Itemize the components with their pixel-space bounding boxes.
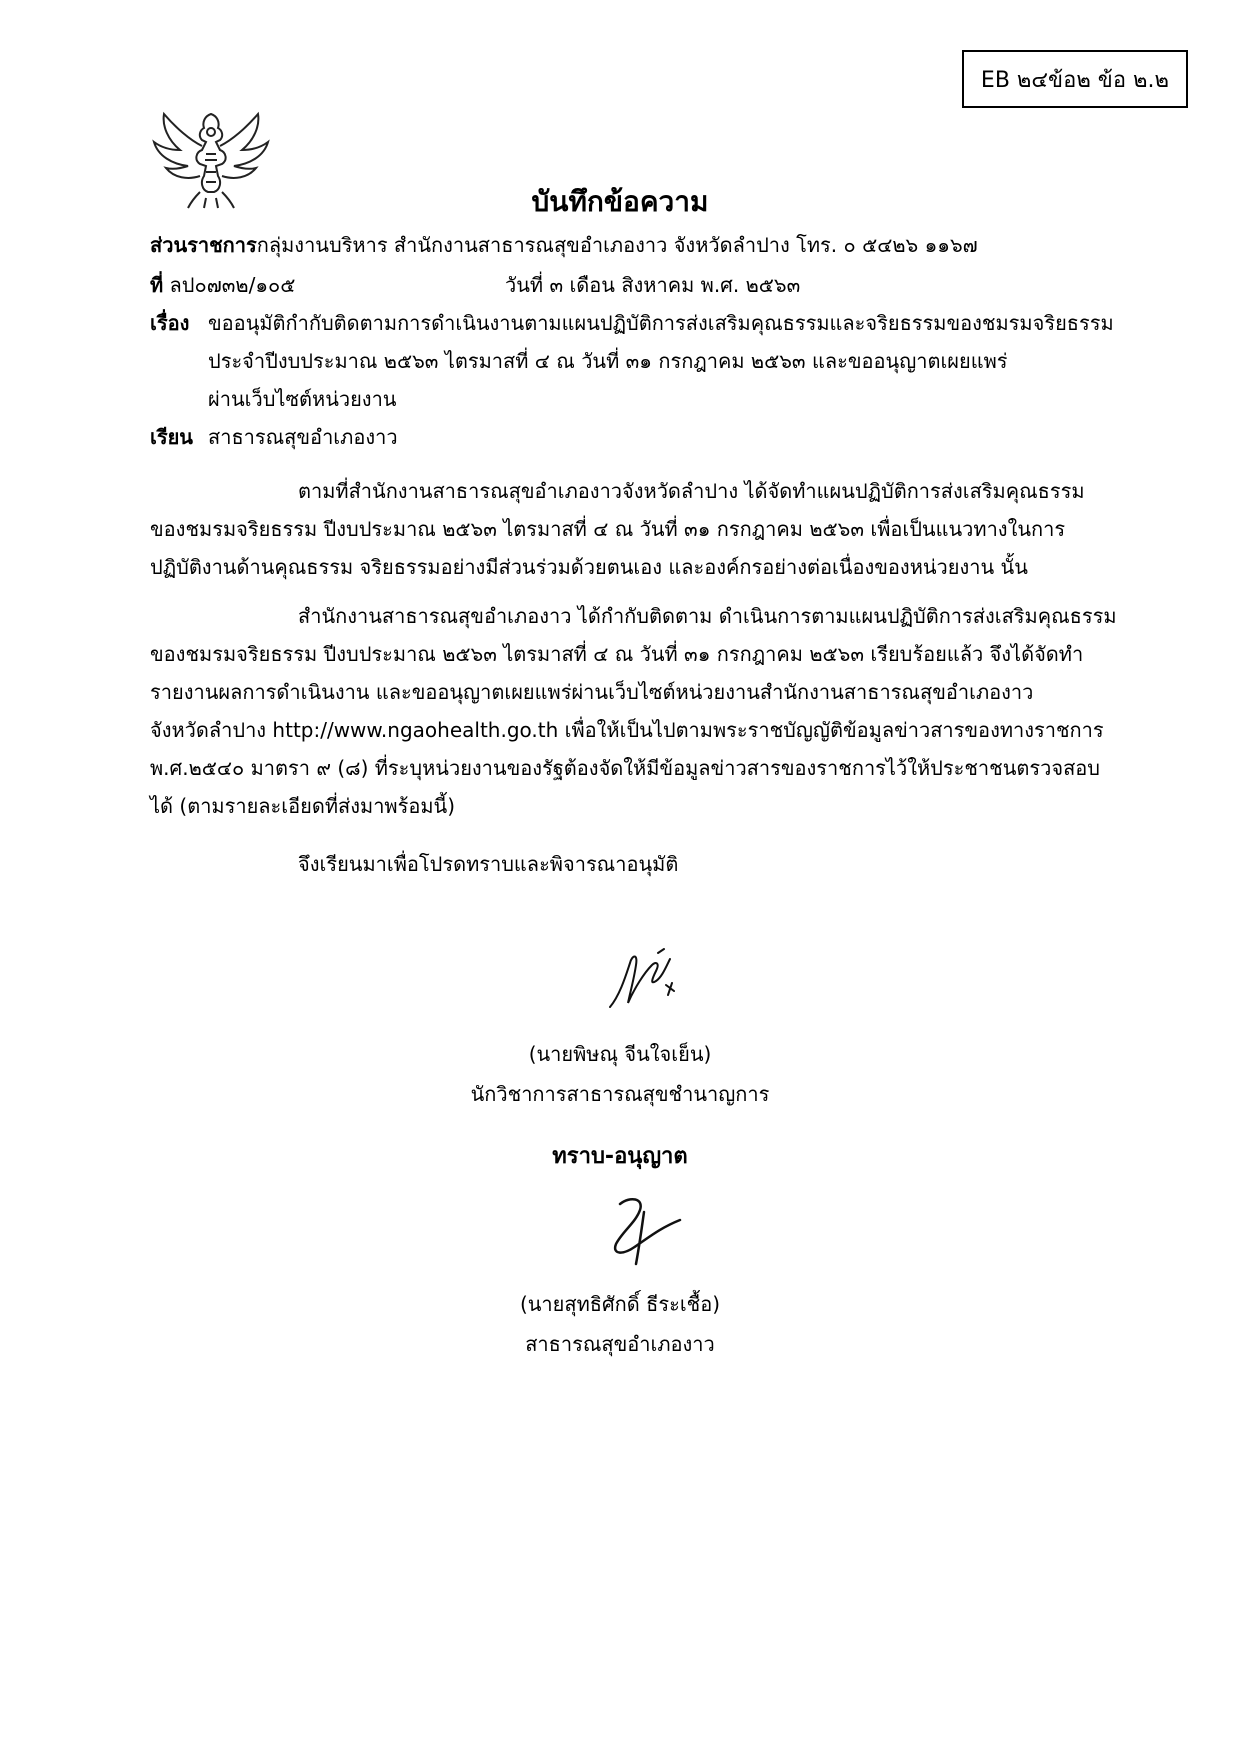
agency-value: กลุ่มงานบริหาร สำนักงานสาธารณสุขอำเภองาว จังหวัดลำปาง โทร. ๐ ๕๔๒๖ ๑๑๖๗	[256, 233, 978, 257]
paragraph-2-line: สำนักงานสาธารณสุขอำเภองาว ได้กำกับติดตาม ดำเนินการตามแผนปฏิบัติการส่งเสริมคุณธรรม	[298, 604, 1117, 628]
date-line: วันที่ ๓ เดือน สิงหาคม พ.ศ. ๒๕๖๓	[505, 273, 801, 297]
ref-value: ลป๐๗๓๒/๑๐๕	[169, 273, 296, 297]
subject-label: เรื่อง	[150, 311, 190, 335]
paragraph-2-line: รายงานผลการดำเนินงาน และขออนุญาตเผยแพร่ผ่านเว็บไซต์หน่วยงานสำนักงานสาธารณสุขอำเภองาว	[150, 680, 1034, 704]
agency-label: ส่วนราชการ	[150, 233, 257, 257]
to-label: เรียน	[150, 425, 193, 449]
paragraph-1-line: ตามที่สำนักงานสาธารณสุขอำเภองาวจังหวัดลำปาง ได้จัดทำแผนปฏิบัติการส่งเสริมคุณธรรม	[298, 479, 1085, 503]
signer-1-position: นักวิชาการสาธารณสุขชำนาญการ	[470, 1082, 770, 1106]
paragraph-2-line: ของชมรมจริยธรรม ปีงบประมาณ ๒๕๖๓ ไตรมาสที่ ๔ ณ วันที่ ๓๑ กรกฎาคม ๒๕๖๓ เรียบร้อยแล้ว จึงได้จัดทำ	[150, 642, 1084, 666]
ref-line	[150, 269, 295, 301]
ref-label: ที่	[150, 273, 164, 297]
paragraph-2-line: จังหวัดลำปาง http://www.ngaohealth.go.th เพื่อให้เป็นไปตามพระราชบัญญัติข้อมูลข่าวสารของทางราชการ	[150, 718, 1104, 742]
signer-2-position: สาธารณสุขอำเภองาว	[525, 1332, 715, 1356]
document-code-box	[962, 50, 1188, 108]
document-code: EB ๒๔ข้อ๒ ข้อ ๒.๒	[980, 67, 1170, 93]
subject-line-1: ขออนุมัติกำกับติดตามการดำเนินงานตามแผนปฏิบัติการส่งเสริมคุณธรรมและจริยธรรมของชมรมจริยธรรม	[208, 311, 1114, 335]
agency-line	[150, 229, 978, 261]
signature-1	[600, 945, 690, 1015]
subject-line-3: ผ่านเว็บไซต์หน่วยงาน	[208, 387, 397, 411]
to-value: สาธารณสุขอำเภองาว	[208, 425, 398, 449]
paragraph-1	[150, 472, 1118, 586]
paragraph-2	[150, 597, 1118, 825]
paragraph-2-line: พ.ศ.๒๕๔๐ มาตรา ๙ (๘) ที่ระบุหน่วยงานของรัฐต้องจัดให้มีข้อมูลข่าวสารของราชการไว้ให้ประชาชนตรวจสอบ	[150, 756, 1100, 780]
approval-text: ทราบ-อนุญาต	[552, 1144, 688, 1169]
subject-line-2: ประจำปีงบประมาณ ๒๕๖๓ ไตรมาสที่ ๔ ณ วันที่ ๓๑ กรกฎาคม ๒๕๖๓ และขออนุญาตเผยแพร่	[208, 349, 1008, 373]
signer-1-name: (นายพิษณุ จีนใจเย็น)	[528, 1042, 712, 1066]
paragraph-1-line: ปฏิบัติงานด้านคุณธรรม จริยธรรมอย่างมีส่วนร่วมด้วยตนเอง และองค์กรอย่างต่อเนื่องของหน่วยงาน นั้น	[150, 555, 1028, 579]
paragraph-2-line: ได้ (ตามรายละเอียดที่ส่งมาพร้อมนี้)	[150, 794, 456, 818]
document-title: บันทึกข้อความ	[531, 185, 709, 218]
signature-2	[600, 1192, 690, 1272]
paragraph-1-line: ของชมรมจริยธรรม ปีงบประมาณ ๒๕๖๓ ไตรมาสที่ ๔ ณ วันที่ ๓๑ กรกฎาคม ๒๕๖๓ เพื่อเป็นแนวทางในการ	[150, 517, 1066, 541]
closing-line: จึงเรียนมาเพื่อโปรดทราบและพิจารณาอนุมัติ	[298, 852, 679, 876]
signer-2-name: (นายสุทธิศักดิ์ ธีระเชื้อ)	[519, 1292, 721, 1316]
